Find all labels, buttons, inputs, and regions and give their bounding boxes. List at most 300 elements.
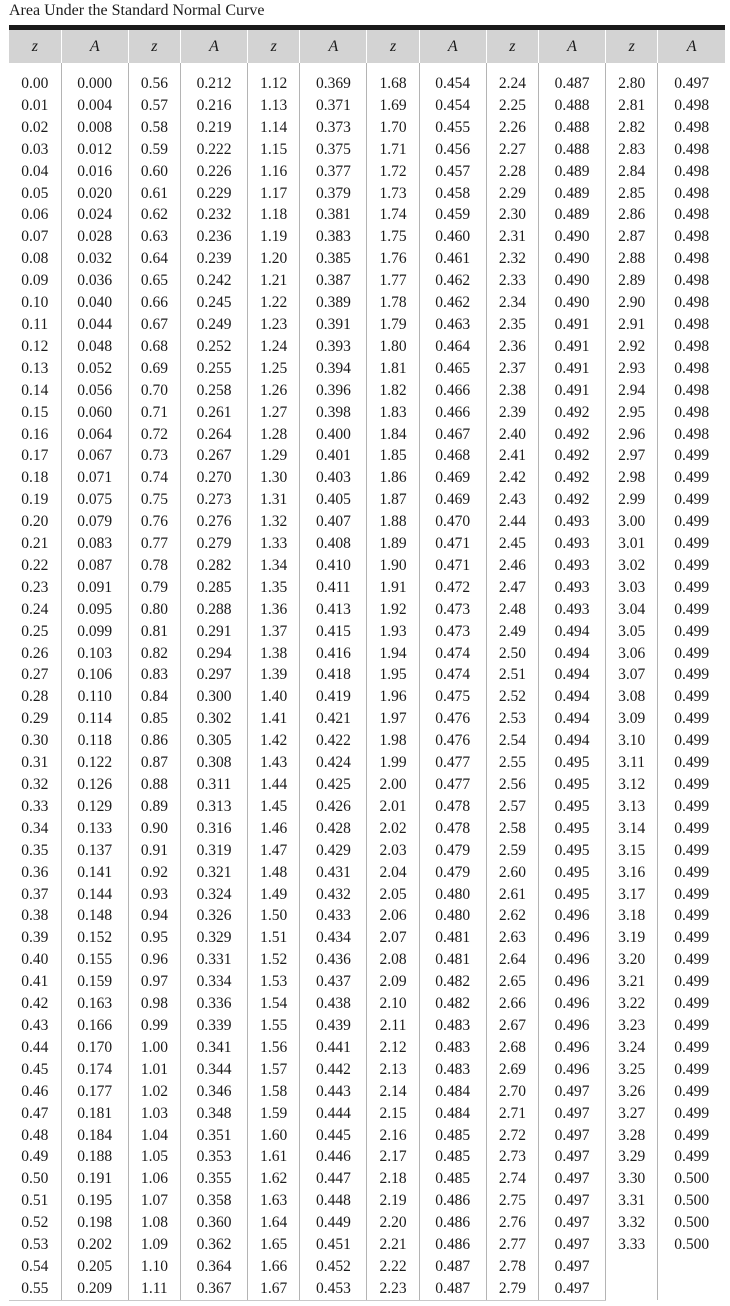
z-value-cell: 3.06 <box>606 643 658 665</box>
area-value-cell: 0.099 <box>61 621 128 643</box>
area-value-cell: 0.355 <box>180 1168 247 1190</box>
z-value-cell: 0.72 <box>128 424 180 446</box>
z-value-cell: 2.21 <box>367 1234 419 1256</box>
area-value-cell: 0.056 <box>61 380 128 402</box>
z-value-cell: 1.73 <box>367 183 419 205</box>
z-value-cell: 1.65 <box>248 1234 300 1256</box>
area-value-cell: 0.483 <box>419 1015 486 1037</box>
z-value-cell: 0.23 <box>21 578 49 596</box>
z-value-cell: 2.51 <box>486 664 538 686</box>
z-value-cell: 1.19 <box>248 226 300 248</box>
area-value-cell: 0.498 <box>658 183 725 205</box>
z-value-cell: 2.03 <box>367 840 419 862</box>
z-value-cell: 3.33 <box>606 1234 658 1256</box>
area-value-cell: 0.008 <box>61 117 128 139</box>
area-value-cell: 0.494 <box>538 664 605 686</box>
z-value-cell: 1.40 <box>248 686 300 708</box>
z-value-cell: 3.05 <box>606 621 658 643</box>
area-value-cell: 0.496 <box>538 971 605 993</box>
area-value-cell: 0.040 <box>61 292 128 314</box>
z-value-cell: 1.97 <box>367 708 419 730</box>
z-value-cell: 0.24 <box>21 600 49 618</box>
z-value-cell: 0.29 <box>21 710 49 728</box>
table-row <box>9 1125 725 1147</box>
z-value-cell: 1.10 <box>128 1256 180 1278</box>
area-value-cell: 0.452 <box>300 1256 367 1278</box>
area-value-cell: 0.454 <box>419 95 486 117</box>
area-value-cell: 0.499 <box>658 752 725 774</box>
header-a: A <box>538 30 605 63</box>
area-value-cell: 0.346 <box>180 1081 247 1103</box>
empty-cell <box>606 1256 658 1278</box>
z-value-cell: 2.77 <box>486 1234 538 1256</box>
area-value-cell: 0.413 <box>300 599 367 621</box>
header-z: z <box>128 30 180 63</box>
area-value-cell: 0.375 <box>300 139 367 161</box>
z-value-cell: 1.80 <box>367 336 419 358</box>
area-value-cell: 0.391 <box>300 314 367 336</box>
z-value-cell: 3.01 <box>606 533 658 555</box>
area-value-cell: 0.484 <box>419 1081 486 1103</box>
z-value-cell: 2.10 <box>367 993 419 1015</box>
area-value-cell: 0.416 <box>300 643 367 665</box>
z-value-cell: 1.08 <box>128 1212 180 1234</box>
z-value-cell: 0.34 <box>21 819 49 837</box>
area-value-cell: 0.353 <box>180 1146 247 1168</box>
area-value-cell: 0.490 <box>538 270 605 292</box>
area-value-cell: 0.491 <box>538 314 605 336</box>
z-value-cell: 1.81 <box>367 358 419 380</box>
z-value-cell: 1.25 <box>248 358 300 380</box>
area-value-cell: 0.222 <box>180 139 247 161</box>
area-value-cell: 0.499 <box>658 664 725 686</box>
header-a: A <box>658 30 725 63</box>
area-value-cell: 0.453 <box>300 1278 367 1300</box>
area-value-cell: 0.478 <box>419 818 486 840</box>
area-value-cell: 0.498 <box>658 117 725 139</box>
z-value-cell: 2.17 <box>367 1146 419 1168</box>
area-value-cell: 0.442 <box>300 1059 367 1081</box>
z-value-cell: 2.48 <box>486 599 538 621</box>
area-value-cell: 0.499 <box>658 927 725 949</box>
area-value-cell: 0.028 <box>61 226 128 248</box>
z-value-cell: 3.32 <box>606 1212 658 1234</box>
z-value-cell: 0.84 <box>128 686 180 708</box>
area-value-cell: 0.463 <box>419 314 486 336</box>
z-value-cell: 3.29 <box>606 1146 658 1168</box>
area-value-cell: 0.497 <box>538 1168 605 1190</box>
z-value-cell: 1.22 <box>248 292 300 314</box>
z-value-cell: 1.37 <box>248 621 300 643</box>
z-value-cell: 2.27 <box>486 139 538 161</box>
area-value-cell: 0.499 <box>658 643 725 665</box>
z-value-cell: 2.94 <box>606 380 658 402</box>
area-value-cell: 0.499 <box>658 949 725 971</box>
z-value-cell: 0.43 <box>21 1016 49 1034</box>
table-row <box>9 292 725 314</box>
area-value-cell: 0.493 <box>538 599 605 621</box>
area-value-cell: 0.482 <box>419 993 486 1015</box>
header-a: A <box>419 30 486 63</box>
area-value-cell: 0.499 <box>658 993 725 1015</box>
area-value-cell: 0.473 <box>419 621 486 643</box>
z-value-cell: 3.12 <box>606 774 658 796</box>
area-value-cell: 0.499 <box>658 1081 725 1103</box>
table-row <box>9 183 725 205</box>
z-value-cell: 0.80 <box>128 599 180 621</box>
z-value-cell: 2.75 <box>486 1190 538 1212</box>
area-value-cell: 0.491 <box>538 336 605 358</box>
z-value-cell: 0.64 <box>128 248 180 270</box>
table-row <box>9 424 725 446</box>
z-value-cell: 0.25 <box>21 622 49 640</box>
area-value-cell: 0.499 <box>658 1146 725 1168</box>
z-value-cell: 0.75 <box>128 489 180 511</box>
z-value-cell: 1.20 <box>248 248 300 270</box>
area-value-cell: 0.236 <box>180 226 247 248</box>
area-value-cell: 0.469 <box>419 467 486 489</box>
table-row <box>9 336 725 358</box>
z-value-cell: 2.42 <box>486 467 538 489</box>
area-value-cell: 0.478 <box>419 796 486 818</box>
z-value-cell: 2.35 <box>486 314 538 336</box>
header-z: z <box>606 30 658 63</box>
area-value-cell: 0.499 <box>658 599 725 621</box>
area-value-cell: 0.468 <box>419 445 486 467</box>
z-value-cell: 0.73 <box>128 445 180 467</box>
z-value-cell: 3.19 <box>606 927 658 949</box>
z-value-cell: 1.52 <box>248 949 300 971</box>
area-value-cell: 0.434 <box>300 927 367 949</box>
z-value-cell: 1.47 <box>248 840 300 862</box>
z-value-cell: 2.04 <box>367 862 419 884</box>
z-value-cell: 0.65 <box>128 270 180 292</box>
z-value-cell: 0.85 <box>128 708 180 730</box>
z-value-cell: 0.40 <box>21 951 49 969</box>
z-value-cell: 1.01 <box>128 1059 180 1081</box>
area-value-cell: 0.424 <box>300 752 367 774</box>
area-value-cell: 0.383 <box>300 226 367 248</box>
area-value-cell: 0.498 <box>658 270 725 292</box>
z-value-cell: 2.18 <box>367 1168 419 1190</box>
area-value-cell: 0.499 <box>658 1103 725 1125</box>
area-value-cell: 0.267 <box>180 445 247 467</box>
z-value-cell: 1.58 <box>248 1081 300 1103</box>
z-value-cell: 2.11 <box>367 1015 419 1037</box>
z-value-cell: 1.90 <box>367 555 419 577</box>
z-value-cell: 0.49 <box>21 1148 49 1166</box>
area-value-cell: 0.385 <box>300 248 367 270</box>
area-value-cell: 0.481 <box>419 927 486 949</box>
z-value-cell: 3.14 <box>606 818 658 840</box>
z-value-cell: 2.47 <box>486 577 538 599</box>
area-value-cell: 0.498 <box>658 314 725 336</box>
z-value-cell: 1.42 <box>248 730 300 752</box>
area-value-cell: 0.264 <box>180 424 247 446</box>
z-value-cell: 2.33 <box>486 270 538 292</box>
z-value-cell: 2.97 <box>606 445 658 467</box>
z-value-cell: 2.90 <box>606 292 658 314</box>
header-z: z <box>486 30 538 63</box>
area-value-cell: 0.473 <box>419 599 486 621</box>
z-value-cell: 2.64 <box>486 949 538 971</box>
z-value-cell: 2.72 <box>486 1125 538 1147</box>
z-value-cell: 3.25 <box>606 1059 658 1081</box>
z-value-cell: 2.67 <box>486 1015 538 1037</box>
z-value-cell: 1.09 <box>128 1234 180 1256</box>
area-value-cell: 0.499 <box>658 1125 725 1147</box>
z-value-cell: 0.22 <box>21 556 49 574</box>
z-value-cell: 2.80 <box>606 73 658 95</box>
area-value-cell: 0.476 <box>419 730 486 752</box>
z-value-cell: 1.54 <box>248 993 300 1015</box>
z-value-cell: 0.94 <box>128 905 180 927</box>
area-value-cell: 0.498 <box>658 248 725 270</box>
area-value-cell: 0.004 <box>61 95 128 117</box>
area-value-cell: 0.071 <box>61 467 128 489</box>
z-value-cell: 0.00 <box>21 75 49 92</box>
z-value-cell: 1.85 <box>367 445 419 467</box>
area-value-cell: 0.148 <box>61 905 128 927</box>
table-row <box>9 402 725 424</box>
z-value-cell: 3.26 <box>606 1081 658 1103</box>
area-value-cell: 0.497 <box>538 1212 605 1234</box>
area-value-cell: 0.152 <box>61 927 128 949</box>
z-value-cell: 0.48 <box>21 1126 49 1144</box>
z-value-cell: 0.02 <box>21 118 49 136</box>
spacer-row <box>9 63 725 73</box>
area-value-cell: 0.087 <box>61 555 128 577</box>
z-value-cell: 1.92 <box>367 599 419 621</box>
area-value-cell: 0.496 <box>538 1059 605 1081</box>
table-row <box>9 358 725 380</box>
table-row <box>9 1190 725 1212</box>
z-value-cell: 0.56 <box>128 73 180 95</box>
z-value-cell: 1.48 <box>248 862 300 884</box>
z-value-cell: 2.69 <box>486 1059 538 1081</box>
header-row <box>9 30 725 63</box>
z-value-cell: 2.25 <box>486 95 538 117</box>
z-value-cell: 1.66 <box>248 1256 300 1278</box>
area-value-cell: 0.341 <box>180 1037 247 1059</box>
area-value-cell: 0.483 <box>419 1059 486 1081</box>
area-value-cell: 0.324 <box>180 884 247 906</box>
z-value-cell: 2.89 <box>606 270 658 292</box>
z-value-cell: 0.90 <box>128 818 180 840</box>
z-value-cell: 1.55 <box>248 1015 300 1037</box>
area-value-cell: 0.490 <box>538 248 605 270</box>
z-value-cell: 1.39 <box>248 664 300 686</box>
table-row <box>9 621 725 643</box>
area-value-cell: 0.083 <box>61 533 128 555</box>
area-value-cell: 0.377 <box>300 161 367 183</box>
z-value-cell: 0.63 <box>128 226 180 248</box>
z-value-cell: 1.31 <box>248 489 300 511</box>
z-value-cell: 0.06 <box>21 206 49 224</box>
area-value-cell: 0.364 <box>180 1256 247 1278</box>
z-value-cell: 0.31 <box>21 754 49 772</box>
z-value-cell: 0.39 <box>21 929 49 947</box>
area-value-cell: 0.488 <box>538 95 605 117</box>
area-value-cell: 0.486 <box>419 1190 486 1212</box>
table-row <box>9 686 725 708</box>
z-value-cell: 0.86 <box>128 730 180 752</box>
area-value-cell: 0.367 <box>180 1278 247 1300</box>
area-value-cell: 0.202 <box>61 1234 128 1256</box>
area-value-cell: 0.487 <box>419 1256 486 1278</box>
z-value-cell: 2.22 <box>367 1256 419 1278</box>
z-value-cell: 3.18 <box>606 905 658 927</box>
area-value-cell: 0.400 <box>300 424 367 446</box>
z-value-cell: 0.71 <box>128 402 180 424</box>
z-value-cell: 3.16 <box>606 862 658 884</box>
table-row <box>9 774 725 796</box>
area-value-cell: 0.451 <box>300 1234 367 1256</box>
area-value-cell: 0.477 <box>419 752 486 774</box>
z-value-cell: 2.14 <box>367 1081 419 1103</box>
z-value-cell: 1.62 <box>248 1168 300 1190</box>
header-z: z <box>367 30 419 63</box>
area-value-cell: 0.166 <box>61 1015 128 1037</box>
z-value-cell: 3.28 <box>606 1125 658 1147</box>
z-value-cell: 1.78 <box>367 292 419 314</box>
area-value-cell: 0.497 <box>538 1190 605 1212</box>
table-row <box>9 555 725 577</box>
area-value-cell: 0.481 <box>419 949 486 971</box>
z-value-cell: 2.45 <box>486 533 538 555</box>
table-row <box>9 730 725 752</box>
z-value-cell: 1.57 <box>248 1059 300 1081</box>
z-value-cell: 1.36 <box>248 599 300 621</box>
area-value-cell: 0.282 <box>180 555 247 577</box>
z-value-cell: 0.11 <box>21 315 49 333</box>
z-value-cell: 2.13 <box>367 1059 419 1081</box>
area-value-cell: 0.252 <box>180 336 247 358</box>
z-value-cell: 1.77 <box>367 270 419 292</box>
area-value-cell: 0.495 <box>538 774 605 796</box>
area-value-cell: 0.129 <box>61 796 128 818</box>
area-value-cell: 0.499 <box>658 686 725 708</box>
area-value-cell: 0.336 <box>180 993 247 1015</box>
z-value-cell: 2.63 <box>486 927 538 949</box>
z-value-cell: 2.19 <box>367 1190 419 1212</box>
z-value-cell: 3.31 <box>606 1190 658 1212</box>
area-value-cell: 0.036 <box>61 270 128 292</box>
z-value-cell: 2.76 <box>486 1212 538 1234</box>
z-value-cell: 2.59 <box>486 840 538 862</box>
table-row <box>9 708 725 730</box>
z-value-cell: 0.57 <box>128 95 180 117</box>
z-value-cell: 2.02 <box>367 818 419 840</box>
z-value-cell: 1.33 <box>248 533 300 555</box>
area-value-cell: 0.261 <box>180 402 247 424</box>
area-value-cell: 0.439 <box>300 1015 367 1037</box>
area-value-cell: 0.500 <box>658 1234 725 1256</box>
area-value-cell: 0.258 <box>180 380 247 402</box>
area-value-cell: 0.461 <box>419 248 486 270</box>
area-value-cell: 0.498 <box>658 139 725 161</box>
z-value-cell: 0.27 <box>21 666 49 684</box>
area-value-cell: 0.428 <box>300 818 367 840</box>
area-value-cell: 0.499 <box>658 818 725 840</box>
z-value-cell: 1.45 <box>248 796 300 818</box>
area-value-cell: 0.495 <box>538 796 605 818</box>
z-value-cell: 0.17 <box>21 447 49 465</box>
z-value-cell: 0.62 <box>128 204 180 226</box>
z-value-cell: 1.27 <box>248 402 300 424</box>
z-value-cell: 1.02 <box>128 1081 180 1103</box>
area-value-cell: 0.498 <box>658 204 725 226</box>
z-value-cell: 1.15 <box>248 139 300 161</box>
area-value-cell: 0.239 <box>180 248 247 270</box>
area-value-cell: 0.351 <box>180 1125 247 1147</box>
z-value-cell: 1.69 <box>367 95 419 117</box>
z-value-cell: 2.00 <box>367 774 419 796</box>
header-a: A <box>300 30 367 63</box>
z-value-cell: 2.58 <box>486 818 538 840</box>
z-value-cell: 0.30 <box>21 732 49 750</box>
area-value-cell: 0.426 <box>300 796 367 818</box>
z-value-cell: 0.14 <box>21 381 49 399</box>
z-value-cell: 1.05 <box>128 1146 180 1168</box>
area-value-cell: 0.294 <box>180 643 247 665</box>
table-row <box>9 204 725 226</box>
area-value-cell: 0.470 <box>419 511 486 533</box>
z-value-cell: 3.09 <box>606 708 658 730</box>
area-value-cell: 0.475 <box>419 686 486 708</box>
area-value-cell: 0.389 <box>300 292 367 314</box>
z-value-cell: 0.52 <box>21 1214 49 1232</box>
area-value-cell: 0.493 <box>538 577 605 599</box>
area-value-cell: 0.216 <box>180 95 247 117</box>
z-value-cell: 1.51 <box>248 927 300 949</box>
area-value-cell: 0.487 <box>538 73 605 95</box>
z-value-cell: 0.13 <box>21 359 49 377</box>
area-value-cell: 0.499 <box>658 533 725 555</box>
z-value-cell: 2.96 <box>606 424 658 446</box>
area-value-cell: 0.032 <box>61 248 128 270</box>
header-a: A <box>180 30 247 63</box>
area-value-cell: 0.466 <box>419 380 486 402</box>
z-value-cell: 3.11 <box>606 752 658 774</box>
area-value-cell: 0.499 <box>658 1015 725 1037</box>
z-value-cell: 0.95 <box>128 927 180 949</box>
area-value-cell: 0.455 <box>419 117 486 139</box>
area-value-cell: 0.459 <box>419 204 486 226</box>
z-value-cell: 1.13 <box>248 95 300 117</box>
area-value-cell: 0.467 <box>419 424 486 446</box>
area-value-cell: 0.497 <box>538 1103 605 1125</box>
z-value-cell: 2.81 <box>606 95 658 117</box>
area-value-cell: 0.064 <box>61 424 128 446</box>
table-body <box>9 63 725 1300</box>
z-value-cell: 2.78 <box>486 1256 538 1278</box>
z-value-cell: 2.68 <box>486 1037 538 1059</box>
table-row <box>9 752 725 774</box>
area-value-cell: 0.316 <box>180 818 247 840</box>
table-row <box>9 1059 725 1081</box>
area-value-cell: 0.498 <box>658 95 725 117</box>
area-value-cell: 0.489 <box>538 161 605 183</box>
z-value-cell: 1.86 <box>367 467 419 489</box>
area-value-cell: 0.500 <box>658 1190 725 1212</box>
z-value-cell: 1.04 <box>128 1125 180 1147</box>
z-value-cell: 2.16 <box>367 1125 419 1147</box>
z-value-cell: 2.36 <box>486 336 538 358</box>
area-value-cell: 0.499 <box>658 971 725 993</box>
area-value-cell: 0.495 <box>538 840 605 862</box>
area-value-cell: 0.141 <box>61 862 128 884</box>
